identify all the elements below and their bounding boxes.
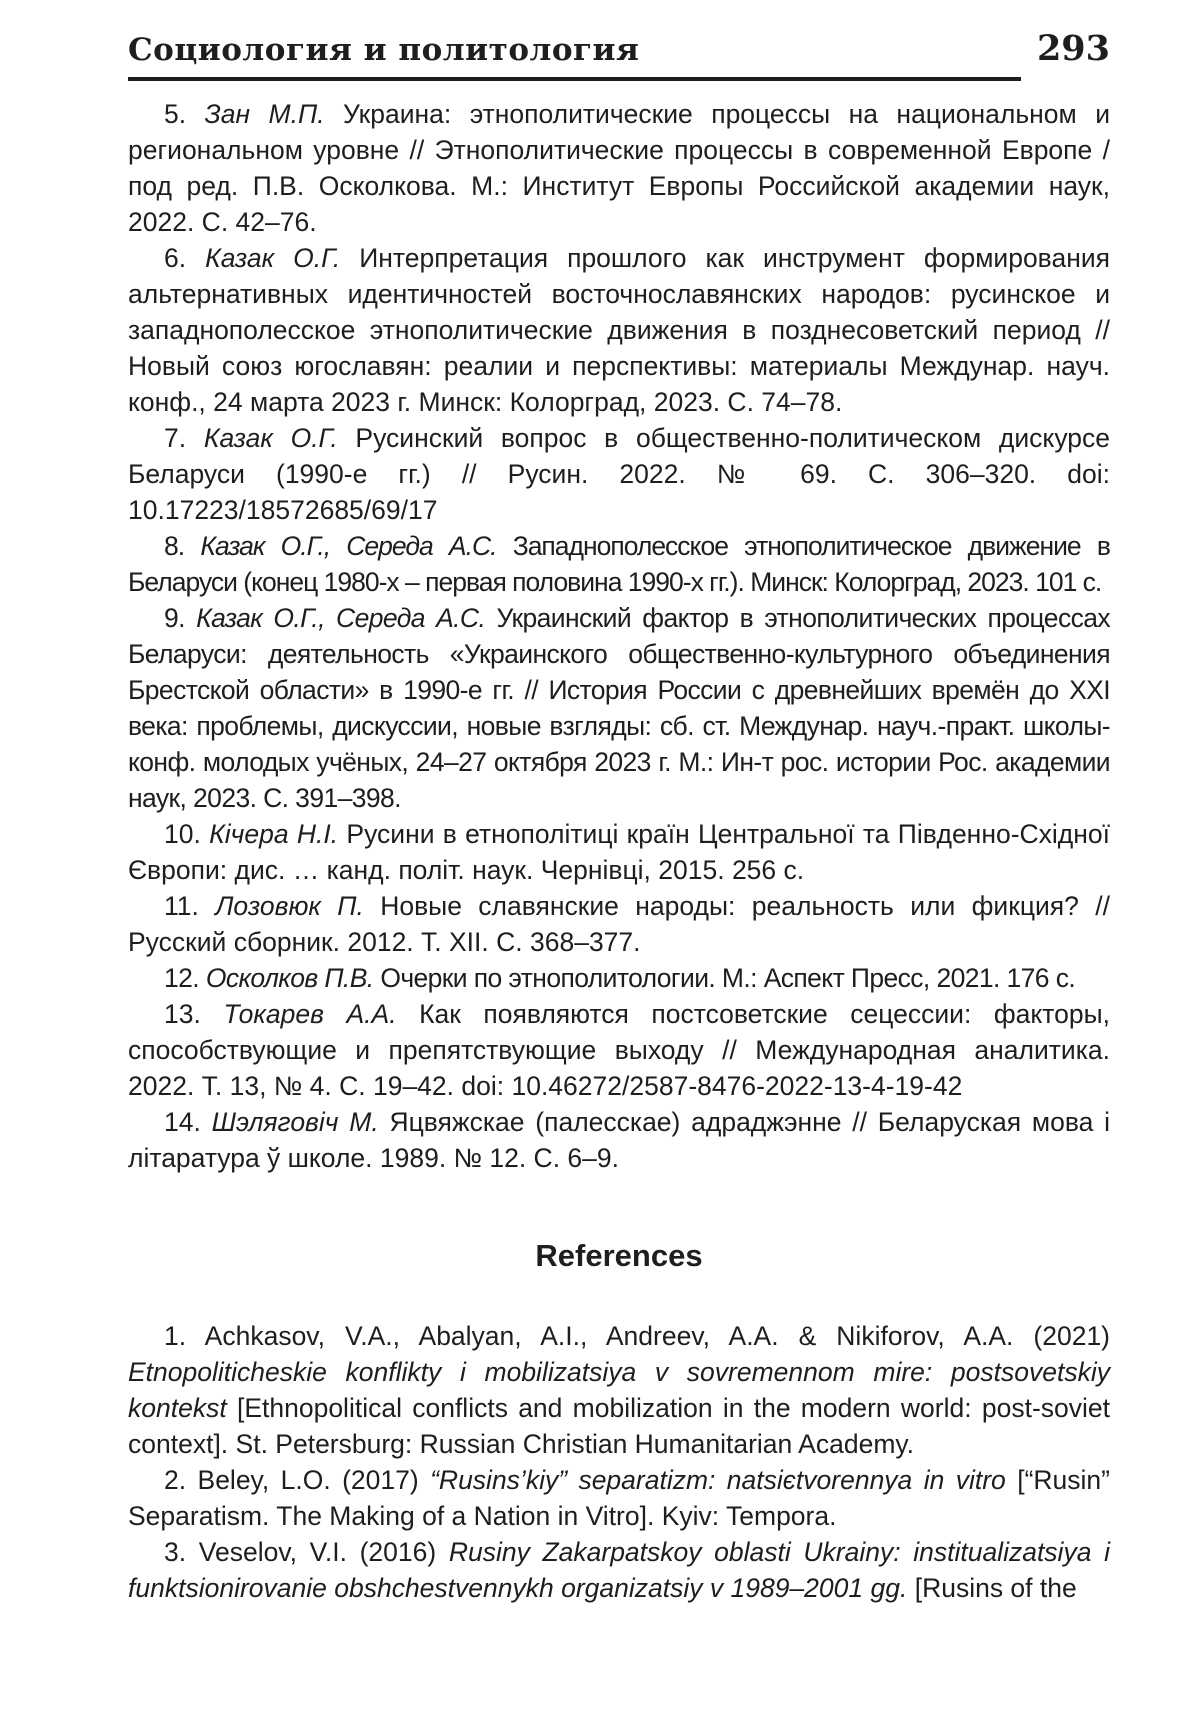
reference-number: 5.: [164, 99, 187, 129]
reference-author: Achkasov, V.A., Abalyan, A.I., Andreev, A.A. & Nikiforov, A.A. (2021): [204, 1321, 1111, 1351]
reference-item: [128, 888, 1110, 960]
reference-number: 1.: [164, 1321, 187, 1351]
reference-author: Осколков П.В.: [205, 963, 374, 993]
running-header: [128, 28, 1110, 80]
reference-number: 2.: [164, 1465, 187, 1495]
reference-text: [Ethnopolitical conflicts and mobilization in the modern world: post-soviet context]. St. Petersburg: Russian Christian Humanitarian Academy.: [128, 1393, 1110, 1459]
reference-item: [128, 960, 1110, 996]
reference-text: Украинский фактор в этнополитических процессах Беларуси: деятельность «Украинского общественно-культурного объединения Брестской области» в 1990-е гг. // История России с древнейших времён до XXI века: проблемы, дискуссии, новые взгляды: сб. ст. Междунар. науч.-практ. школы-конф. молодых учёных, 24–27 октября 2023 г. М.: Ин-т рос. истории Рос. академии наук, 2023. С. 391–398.: [128, 603, 1111, 813]
reference-number: 11.: [164, 891, 199, 921]
reference-text: Яцвяжскае (палесскае) адраджэнне // Беларуская мова і літаратура ў школе. 1989. № 12. С. 6–9.: [128, 1107, 1110, 1173]
reference-number: 13.: [164, 999, 201, 1029]
reference-author: Лозовюк П.: [215, 891, 364, 921]
reference-author: Beley, L.O. (2017): [197, 1465, 419, 1495]
reference-number: 3.: [164, 1537, 187, 1567]
reference-title: Etnopoliticheskie konflikty i mobilizatsiya v sovremennom mire: postsovetskiy kontekst: [128, 1357, 1110, 1423]
reference-item: [128, 240, 1110, 420]
reference-number: 7.: [164, 423, 187, 453]
page-number: 293: [1036, 28, 1110, 69]
reference-author: Казак О.Г.: [205, 243, 341, 273]
references-heading: References: [535, 1238, 703, 1273]
reference-text: Новые славянские народы: реальность или фикция? // Русский сборник. 2012. Т. XII. С. 368–377.: [128, 891, 1110, 957]
reference-author: Казак О.Г., Середа А.С.: [196, 603, 486, 633]
reference-author: Казак О.Г., Середа А.С.: [200, 531, 497, 561]
reference-item: [128, 1534, 1110, 1606]
reference-list-english: [128, 1318, 1110, 1606]
reference-text: Очерки по этнополитологии. М.: Аспект Пресс, 2021. 176 с.: [380, 963, 1076, 993]
reference-list-russian: [128, 96, 1110, 1176]
reference-text: Западнополесское этнополитическое движение в Беларуси (конец 1980-х – первая половина 1990-х гг.). Минск: Колорград, 2023. 101 с.: [128, 531, 1110, 597]
reference-text: [Rusins of the: [914, 1573, 1077, 1603]
reference-item: [128, 1104, 1110, 1176]
reference-item: [128, 528, 1110, 600]
reference-text: Интерпретация прошлого как инструмент формирования альтернативных идентичностей восточнославянских народов: русинское и западнополесское этнополитические движения в позднесоветский период // Новый союз югославян: реалии и перспективы: материалы Междунар. науч. конф., 24 марта 2023 г. Минск: Колорград, 2023. С. 74–78.: [128, 243, 1110, 417]
reference-author: Токарев А.А.: [223, 999, 397, 1029]
reference-number: 10.: [164, 819, 201, 849]
reference-text: Как появляются постсоветские сецессии: факторы, способствующие и препятствующие выходу // Международная аналитика. 2022. Т. 13, № 4. С. 19–42. doi: 10.46272/2587-8476-2022-13-4-19-42: [128, 999, 1110, 1101]
header-rule: [128, 77, 1021, 81]
reference-title: “Rusins’kiy” separatizm: natsiєtvorennya in vitro: [430, 1465, 1006, 1495]
reference-item: [128, 996, 1110, 1104]
reference-number: 8.: [164, 531, 185, 561]
reference-number: 14.: [164, 1107, 201, 1137]
reference-item: [128, 816, 1110, 888]
reference-author: Казак О.Г.: [203, 423, 338, 453]
reference-text: Русинский вопрос в общественно-политическом дискурсе Беларуси (1990-е гг.) // Русин. 2022. № 69. С. 306–320. doi: 10.17223/18572685/69/17: [128, 423, 1110, 525]
reference-item: [128, 1318, 1110, 1462]
reference-author: Кічера Н.І.: [209, 819, 339, 849]
reference-author: Зан М.П.: [204, 99, 325, 129]
reference-item: [128, 600, 1110, 816]
running-title: Социология и политология: [128, 32, 640, 68]
reference-number: 9.: [164, 603, 185, 633]
reference-title: Rusiny Zakarpatskoy oblasti Ukrainy: institualizatsiya i funktsionirovanie obshchestvennykh organizatsiy v 1989–2001 gg.: [128, 1537, 1110, 1603]
reference-item: [128, 1462, 1110, 1534]
reference-item: [128, 420, 1110, 528]
reference-text: [“Rusin” Separatism. The Making of a Nation in Vitro]. Kyiv: Tempora.: [128, 1465, 1110, 1531]
reference-item: [128, 96, 1110, 240]
reference-text: Украина: этнополитические процессы на национальном и региональном уровне // Этнополитические процессы в современной Европе / под ред. П.В. Осколкова. М.: Институт Европы Российской академии наук, 2022. С. 42–76.: [128, 99, 1110, 237]
reference-author: Veselov, V.I. (2016): [198, 1537, 437, 1567]
reference-number: 6.: [164, 243, 187, 273]
reference-number: 12.: [164, 963, 200, 993]
reference-author: Шэляговіч М.: [211, 1107, 379, 1137]
reference-text: Русини в етнополітиці країн Центральної та Південно-Східної Європи: дис. … канд. політ. наук. Чернівці, 2015. 256 с.: [128, 819, 1110, 885]
